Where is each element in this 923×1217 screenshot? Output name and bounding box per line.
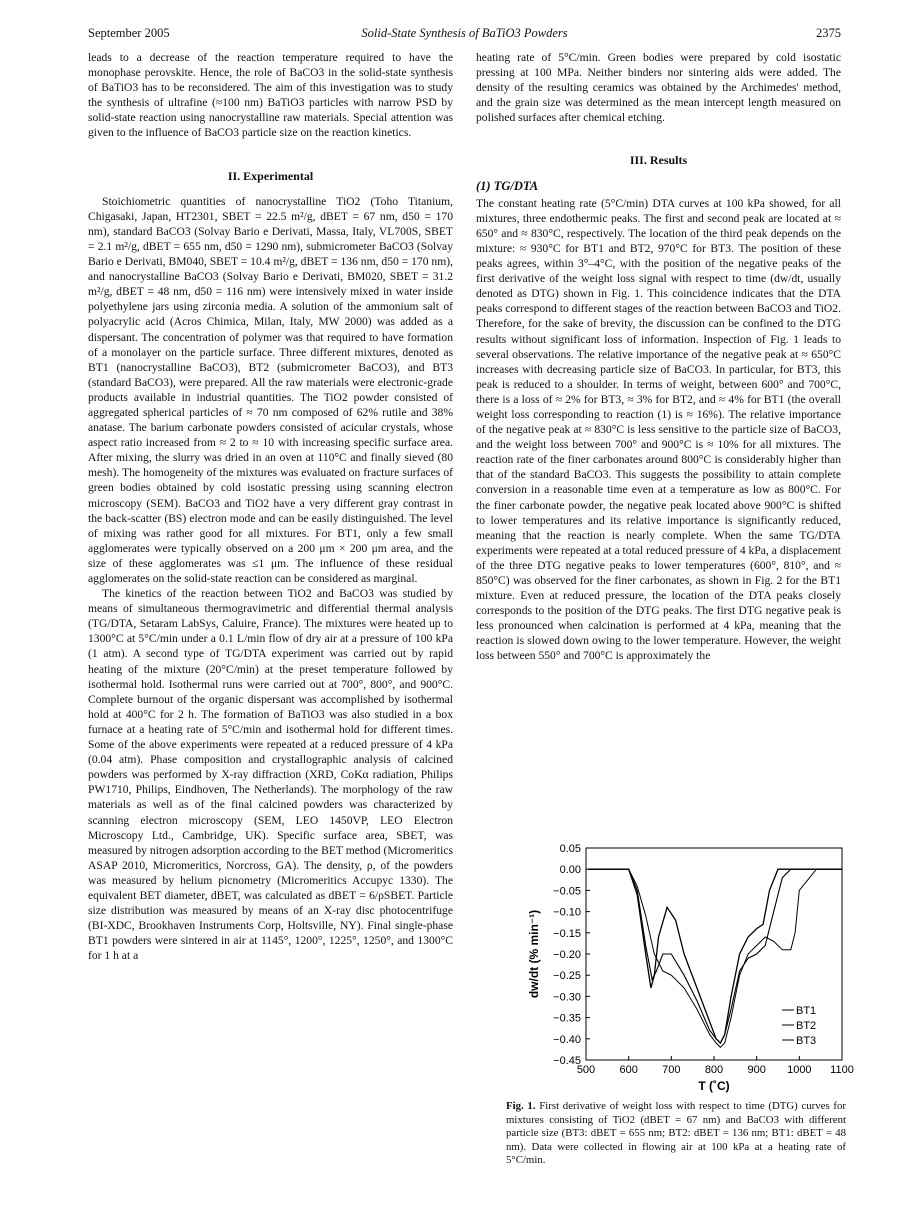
x-tick-label: 1100 [830, 1064, 854, 1076]
section-heading-experimental: II. Experimental [227, 168, 314, 183]
dtg-chart [476, 838, 866, 1098]
x-tick-label: 600 [619, 1064, 638, 1076]
y-tick-label: 0.00 [559, 864, 581, 877]
y-tick-label: −0.15 [553, 927, 581, 940]
figure-caption [506, 1100, 846, 1168]
legend-label-bt2: BT2 [796, 1020, 817, 1032]
legend-label-bt1: BT1 [796, 1005, 817, 1017]
intro-paragraph: leads to a decrease of the reaction temperature required to have the monophase perovskite. Hence, the role of BaCO3 in the solid-state synthesis of BaTiO3 has to be reconsidered. The aim of this investigation was to study the synthesis of ultrafine (≈100 nm) BaTiO3 particles with narrow PSD by solid-state reaction using nanocrystalline raw materials. Special attention was given to the influence of BaCO3 particle size on the reaction kinetics. [88, 51, 453, 140]
experimental-paragraph-2: The kinetics of the reaction between TiO2 and BaCO3 was studied by means of simultaneous thermogravimetric and differential thermal analysis (TG/DTA, Setaram LabSys, Caluire, France). The mixtures were heated up to 1300°C at 5°C/min under a 0.1 L/min flow of dry air at a pressure of 100 kPa (1 atm). A second type of TG/DTA experiment was carried out by rapid heating of the mixture (20°C/min) at the preset temperature followed by isothermal hold. Isothermal runs were carried out at 700°, 800°, and 900°C. Complete burnout of the organic dispersant was accomplished by isothermal hold at 400°C for 2 h. The formation of BaTiO3 was also studied in a box furnace at a heating rate of 5°C/min and isothermal hold for different times. Some of the above experiments were repeated at a reduced pressure of 4 kPa (0.04 atm). Phase composition and crystallographic analysis of calcined powders was performed by X-ray diffraction (XRD, CoKα radiation, Philips PW1710, Philips, Eindhoven, The Netherlands). The morphology of the raw materials as well as of the final calcined powders was characterized by scanning electron microscopy (SEM, LEO 1450VP, LEO Electron Microscopy Ltd., Cambridge, UK). Specific surface area, SBET, was measured by nitrogen adsorption according to the BET method (Micromeritics ASAP 2010, Micromeritics, Norcross, GA). The density, ρ, of the powders was measured by helium picnometry (Micromeritics Accupyc 1330). The equivalent BET diameter, dBET, was calculated as dBET = 6/ρSBET. Particle size distribution was measured by means of an X-ray disc photocentrifuge (BI-XDC, Brookhaven Instruments Corp, Holtsville, NY). Final single-phase BT1 powders were sintered in air at 1145°, 1200°, 1225°, 1250°, and 1300°C for 1 h at a [88, 587, 453, 963]
caption-text: First derivative of weight loss with respect to time (DTG) curves for mixtures consisting of TiO2 (dBET = 67 nm) and BaCO3 with different particle size (BT3: dBET = 655 nm; BT2: dBET = 136 nm; BT1: dBET = 48 nm). Data were collected in flowing air at 100 kPa at a heating rate of 5°C/min. [506, 1100, 846, 1167]
x-tick-label: 800 [704, 1064, 724, 1076]
y-axis-label: dw/dt (% min⁻¹) [527, 909, 541, 999]
caption-label: Fig. 1. [506, 1100, 536, 1112]
right-column [476, 50, 841, 664]
y-tick-label: −0.20 [553, 949, 581, 961]
x-tick-label: 900 [747, 1064, 766, 1076]
y-tick-label: −0.40 [553, 1033, 581, 1046]
experimental-paragraph-1: Stoichiometric quantities of nanocrystalline TiO2 (Toho Titanium, Chigasaki, Japan, HT2301, SBET = 22.5 m²/g, dBET = 67 nm, d50 = 170 nm), standard BaCO3 (Solvay Bario e Derivati, Massa, Italy, VL700S, SBET = 2.1 m²/g, dBET = 655 nm, d50 = 1290 nm), submicrometer BaCO3 (Solvay Bario e Derivati, BM040, SBET = 10.4 m²/g, dBET = 136 nm, d50 = 170 nm), and nanocrystalline BaCO3 (Solvay Bario e Derivati, BM020, SBET = 31.2 m²/g, dBET = 48 nm, d50 = 116 nm) were intensively mixed in water inside polyethylene jars using zirconia media. A solution of the ammonium salt of polyacrylic acid (Acros Chimica, Milan, Italy, MW 2000) was added as a dispersant. The concentration of polymer was that required to have formation of a monolayer on the particle surface. Three different mixtures, denoted as BT1 (nanocrystalline BaCO3), BT2 (submicrometer BaCO3), and BT3 (standard BaCO3), were prepared. All the raw materials were electronic-grade products available in industrial quantities. The TiO2 powder consisted of aggregated spherical particles of ≈ 70 nm composed of 62% rutile and 38% anatase. The barium carbonate powders consisted of acicular crystals, whose aspect ratio increased from ≈ 2 to ≈ 10 with increasing specific surface area. After mixing, the slurry was dried in an oven at 110°C and finally sieved (80 mesh). The homogeneity of the mixtures was evaluated on fracture surfaces of green bodies obtained by cold isostatic pressing using scanning electron microscopy (SEM). BaCO3 and TiO2 have a very different gray contrast in the back-scatter (BS) electron mode and can be easily distinguished. The level of mixing was rather good for all mixtures. For BT1, only a few small agglomerates were typically observed on a 200 μm × 200 μm area, and the size of these agglomerates was ≤1 μm. The influence of these residual agglomerates on the solid-state reaction can be considered as marginal. [88, 194, 453, 585]
plot-area [527, 843, 854, 1093]
y-tick-label: −0.30 [553, 991, 581, 1004]
header-title: Solid-State Synthesis of BaTiO3 Powders [361, 26, 568, 40]
legend-label-bt3: BT3 [796, 1035, 817, 1047]
y-tick-label: 0.05 [559, 843, 581, 855]
x-axis-label: T (˚C) [698, 1079, 730, 1093]
y-tick-label: −0.10 [553, 906, 581, 919]
header-date: September 2005 [88, 26, 170, 40]
left-column [88, 50, 453, 963]
experimental-continuation: heating rate of 5°C/min. Green bodies were prepared by cold isostatic pressing at 100 MPa. Neither binders nor sintering aids were added. The density of the resulting ceramics was obtained by the Archimedes' method, and the grain size was determined as the mean intercept length measured on polished surfaces after chemical etching. [476, 51, 841, 125]
y-tick-label: −0.05 [553, 885, 581, 898]
page-number: 2375 [816, 26, 841, 40]
y-tick-label: −0.25 [553, 970, 581, 983]
x-tick-label: 500 [576, 1064, 596, 1076]
y-tick-label: −0.35 [553, 1012, 581, 1025]
x-tick-label: 1000 [787, 1064, 812, 1076]
subsection-heading-tgdta: (1) TG/DTA [476, 178, 539, 193]
y-tick-label: −0.45 [553, 1055, 581, 1067]
x-tick-label: 700 [662, 1064, 681, 1076]
results-paragraph: The constant heating rate (5°C/min) DTA curves at 100 kPa showed, for all mixtures, three endothermic peaks. The first and second peak are located at ≈ 650° and ≈ 830°C, respectively. The location of the third peak depends on the mixture: ≈ 930°C for BT1 and BT2, 970°C for BT3. The position of these peaks agrees, within 3°–4°C, with the position of the negative peaks of the first derivative of the weight loss signal with respect to time (dw/dt, usually denoted as DTG) shown in Fig. 1. This coincidence indicates that the DTA peaks correspond to different stages of the reaction between BaCO3 and TiO2. Therefore, for the sake of brevity, the discussion can be confined to the DTG results without significant loss of information. Inspection of Fig. 1 leads to several observations. The relative importance of the negative peak at ≈ 650°C increases with decreasing particle size of BaCO3. In particular, for BT3, this peak is reduced to a shoulder. In terms of weight, between 600° and 700°C, there is a loss of ≈ 2% for BT3, ≈ 3% for BT2, and ≈ 4% for BT1 (the overall weight loss corresponding to reaction (1) is ≈ 16%). The relative importance of the negative peak at ≈ 830°C is less sensitive to the particle size of BaCO3, and the weight loss between 700° and 900°C is ≈ 10% for all mixtures. The reaction rate of the finer carbonates around 800°C is considerably higher than that of the standard BaCO3. This suggests the possibility to attain complete conversion in a reasonable time even at a temperature as low as 800°C. For the finer carbonate powder, the negative peak located above 900°C is shifted to lower temperatures and its relative importance is significantly reduced, meaning that the reaction is nearly complete. When the same TG/DTA experiments were repeated at a total reduced pressure of 4 kPa, a displacement of the three DTG negative peaks to lower temperatures (600°, 810°, and ≈ 850°C) was observed for the finer carbonates, as shown in Fig. 2 for the BT1 mixture. Even at reduced pressure, the location of the DTA peaks closely corresponds to the position of the DTG peaks. The first DTG negative peak is less pronounced when calcination is performed at 4 kPa, meaning that the reaction is slowed down owing to the lower temperature. However, the weight loss between 550° and 700°C is approximately the [476, 196, 841, 663]
running-header [88, 26, 841, 44]
section-heading-results: III. Results [629, 153, 688, 168]
